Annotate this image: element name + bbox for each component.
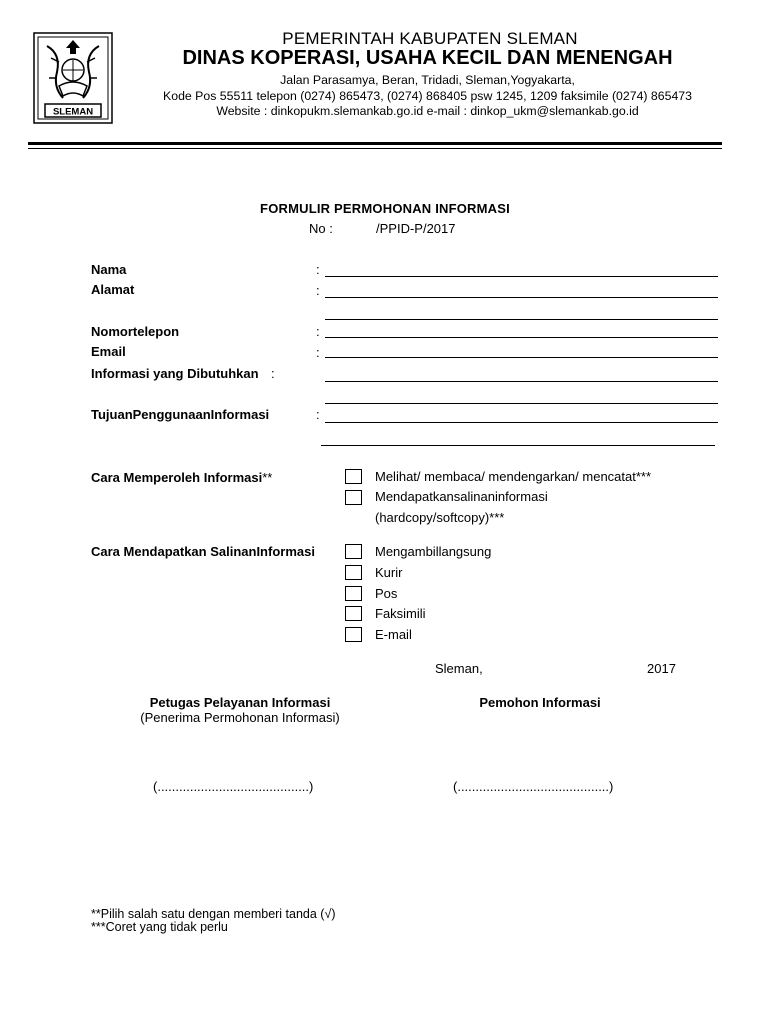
sleman-logo [33, 32, 113, 124]
field-label-alamat: Alamat [91, 282, 135, 297]
footnote-pilih: **Pilih salah satu dengan memberi tanda (√) [91, 907, 336, 921]
field-label-telepon: Nomortelepon [91, 324, 180, 339]
signature-pemohon: (..........................................) [453, 779, 614, 794]
field-label-email: Email [91, 344, 126, 359]
checkbox-email[interactable] [345, 627, 362, 642]
government-name: PEMERINTAH KABUPATEN SLEMAN [282, 29, 578, 48]
informasi-input-line-1[interactable] [325, 381, 718, 382]
form-title: FORMULIR PERMOHONAN INFORMASI [260, 201, 510, 216]
petugas-title: Petugas Pelayanan Informasi [149, 695, 331, 710]
pemohon-title: Pemohon Informasi [479, 695, 601, 710]
checkbox-pos[interactable] [345, 586, 362, 601]
field-label-nama: Nama [91, 262, 127, 277]
place-label: Sleman, [435, 661, 483, 676]
signature-petugas: (..........................................) [153, 779, 314, 794]
agency-name: DINAS KOPERASI, USAHA KECIL DAN MENENGAH [182, 47, 673, 69]
number-label: No : [309, 221, 333, 236]
agency-contact: Kode Pos 55511 telepon (0274) 865473, (0274) 868405 psw 1245, 1209 faksimile (0274) 865473 [163, 89, 692, 103]
footnote-coret: ***Coret yang tidak perlu [91, 920, 228, 934]
cara-memperoleh-label: Cara Memperoleh Informasi** [91, 470, 273, 485]
option-pos: Pos [375, 586, 398, 601]
option-melihat: Melihat/ membaca/ mendengarkan/ mencatat*** [375, 469, 652, 484]
alamat-input-line-1[interactable] [325, 297, 718, 298]
checkbox-salinan[interactable] [345, 490, 362, 505]
colon: : [316, 407, 320, 422]
telepon-input-line[interactable] [325, 337, 718, 338]
option-salinan-format: (hardcopy/softcopy)*** [375, 510, 505, 525]
field-label-tujuan: TujuanPenggunaanInformasi [91, 407, 270, 422]
email-input-line[interactable] [325, 357, 718, 358]
tujuan-input-line-1[interactable] [325, 422, 718, 423]
option-mengambil: Mengambillangsung [375, 544, 492, 559]
option-salinan: Mendapatkansalinaninformasi [375, 489, 548, 504]
option-email: E-mail [375, 627, 412, 642]
letterhead-rule-thin [28, 148, 722, 149]
agency-website: Website : dinkopukm.slemankab.go.id e-mail : dinkop_ukm@slemankab.go.id [216, 104, 639, 118]
alamat-input-line-2[interactable] [325, 319, 718, 320]
tujuan-input-line-2[interactable] [321, 445, 715, 446]
checkbox-faksimili[interactable] [345, 606, 362, 621]
checkbox-mengambil[interactable] [345, 544, 362, 559]
colon: : [316, 345, 320, 360]
petugas-subtitle: (Penerima Permohonan Informasi) [140, 710, 340, 725]
colon: : [316, 283, 320, 298]
logo-text: SLEMAN [52, 106, 94, 118]
checkbox-melihat[interactable] [345, 469, 362, 484]
colon: : [316, 262, 320, 277]
colon: : [316, 324, 320, 339]
cara-salinan-label: Cara Mendapatkan SalinanInformasi [91, 544, 315, 559]
agency-address: Jalan Parasamya, Beran, Tridadi, Sleman,Yogyakarta, [280, 73, 575, 87]
checkbox-kurir[interactable] [345, 565, 362, 580]
nama-input-line[interactable] [325, 276, 718, 277]
option-faksimili: Faksimili [375, 606, 426, 621]
option-kurir: Kurir [375, 565, 403, 580]
number-value: /PPID-P/2017 [376, 221, 456, 236]
field-label-informasi: Informasi yang Dibutuhkan [91, 366, 259, 381]
year-label: 2017 [647, 661, 676, 676]
colon: : [271, 366, 275, 381]
informasi-input-line-2[interactable] [325, 403, 718, 404]
letterhead-rule-thick [28, 142, 722, 145]
